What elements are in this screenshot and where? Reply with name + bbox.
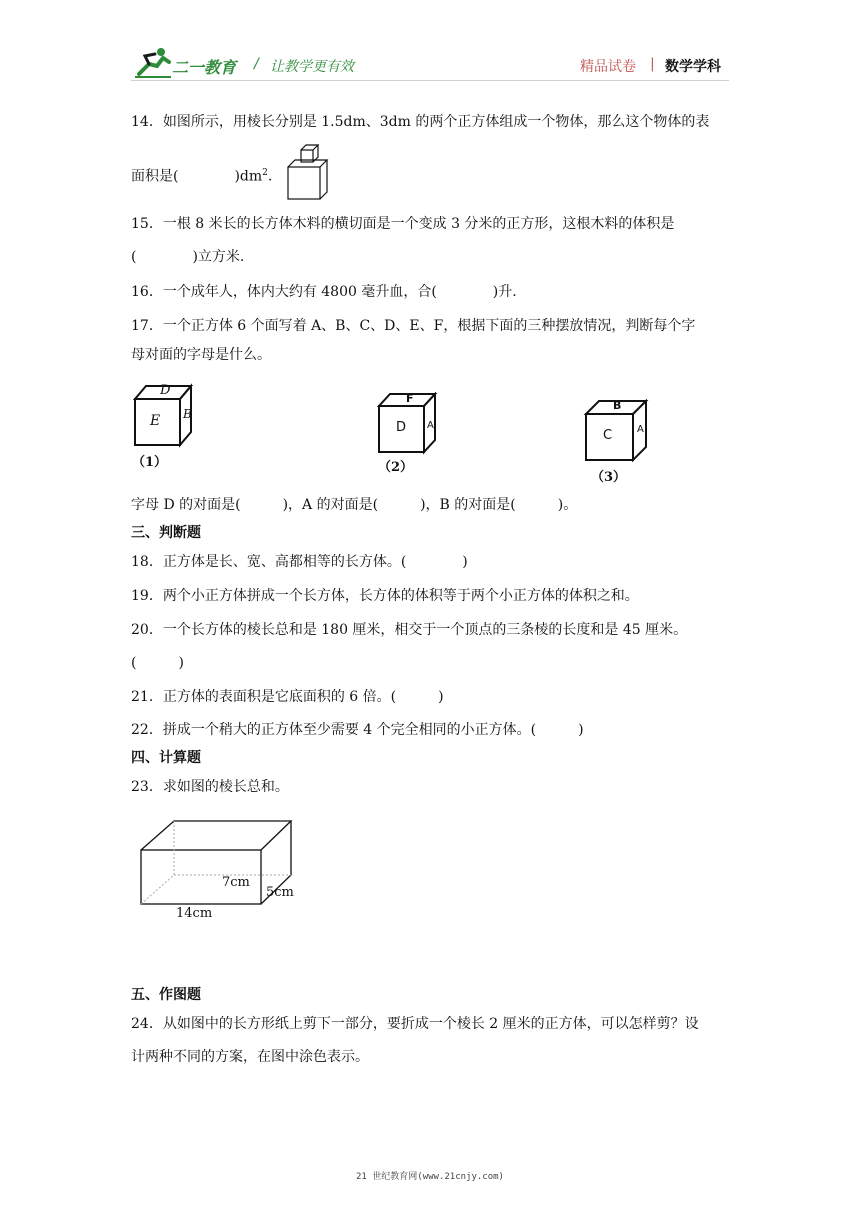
cube2-caption: （2） — [378, 460, 414, 475]
q14-stacked-cubes-figure — [285, 142, 333, 202]
cube2-front-letter: D — [396, 420, 407, 435]
cube2-top-letter: F — [406, 392, 414, 405]
q23: 23．求如图的棱长总和。 — [131, 779, 289, 795]
q17-line2: 母对面的字母是什么。 — [131, 347, 271, 363]
q14-line2: 面积是( )$dm^2$. — [131, 168, 273, 185]
q23-cuboid-figure — [136, 818, 306, 924]
page-footer: 21 世纪教育网(www.21cnjy.com) — [356, 1172, 504, 1182]
cube-figure-2 — [376, 392, 456, 476]
q15-line2: ( )立方米. — [131, 249, 245, 265]
q22: 22．拼成一个稍大的正方体至少需要 4 个完全相同的小正方体。( ) — [131, 722, 584, 738]
q19: 19．两个小正方体拼成一个长方体，长方体的体积等于两个小正方体的体积之和。 — [131, 588, 639, 604]
q24-line1: 24．从如图中的长方形纸上剪下一部分，要折成一个棱长 2 厘米的正方体，可以怎样剪？设 — [131, 1016, 699, 1032]
q17-answer: 字母 D 的对面是( )，A 的对面是( )，B 的对面是( )。 — [131, 497, 578, 513]
q23-length-label: 14cm — [176, 906, 213, 921]
q20-line2: ( ) — [131, 655, 184, 671]
cube3-caption: （3） — [591, 470, 627, 485]
section-title-calculation: 四、计算题 — [131, 750, 201, 766]
cube3-side-letter: A — [637, 424, 644, 435]
cube-figure-1 — [132, 383, 212, 473]
q18: 18．正方体是长、宽、高都相等的长方体。( ) — [131, 554, 468, 570]
q17-line1: 17．一个正方体 6 个面写着 A、B、C、D、E、F，根据下面的三种摆放情况，判断每个字 — [131, 318, 696, 334]
cube1-caption: （1） — [132, 455, 168, 470]
cube-figure-3 — [583, 398, 663, 488]
header-label-subject: 数学学科 — [665, 59, 721, 75]
section-title-judgement: 三、判断题 — [131, 525, 201, 541]
q23-height-label: 7cm — [222, 875, 250, 890]
cube3-front-letter: C — [603, 428, 613, 443]
q23-depth-label: 5cm — [266, 885, 294, 900]
slogan: 让教学更有效 — [270, 59, 354, 75]
cube1-front-letter: E — [150, 413, 161, 429]
runner-logo-icon — [133, 44, 175, 80]
section-title-drawing: 五、作图题 — [131, 987, 201, 1003]
header-divider: | — [650, 56, 655, 72]
header-label-quality: 精品试卷 — [580, 59, 636, 75]
q15-line1: 15．一根 8 米长的长方体木料的横切面是一个变成 3 分米的正方形，这根木料的体积是 — [131, 216, 675, 232]
cube3-top-letter: B — [613, 399, 622, 412]
cube1-top-letter: D — [160, 383, 171, 398]
cube1-side-letter: B — [183, 407, 192, 421]
q14-line1: 14．如图所示，用棱长分别是 1.5dm、3dm 的两个正方体组成一个物体，那么这个物体的表 — [131, 114, 710, 130]
q21: 21．正方体的表面积是它底面积的 6 倍。( ) — [131, 689, 444, 705]
header-rule — [131, 80, 729, 81]
q24-line2: 计两种不同的方案，在图中涂色表示。 — [131, 1049, 369, 1065]
q16: 16．一个成年人，体内大约有 4800 毫升血，合( )升. — [131, 284, 517, 300]
q20-line1: 20．一个长方体的棱长总和是 180 厘米，相交于一个顶点的三条棱的长度和是 45 厘米。 — [131, 622, 688, 638]
cube2-side-letter: A — [427, 420, 434, 431]
logo-text: 二一教育 — [172, 58, 237, 77]
